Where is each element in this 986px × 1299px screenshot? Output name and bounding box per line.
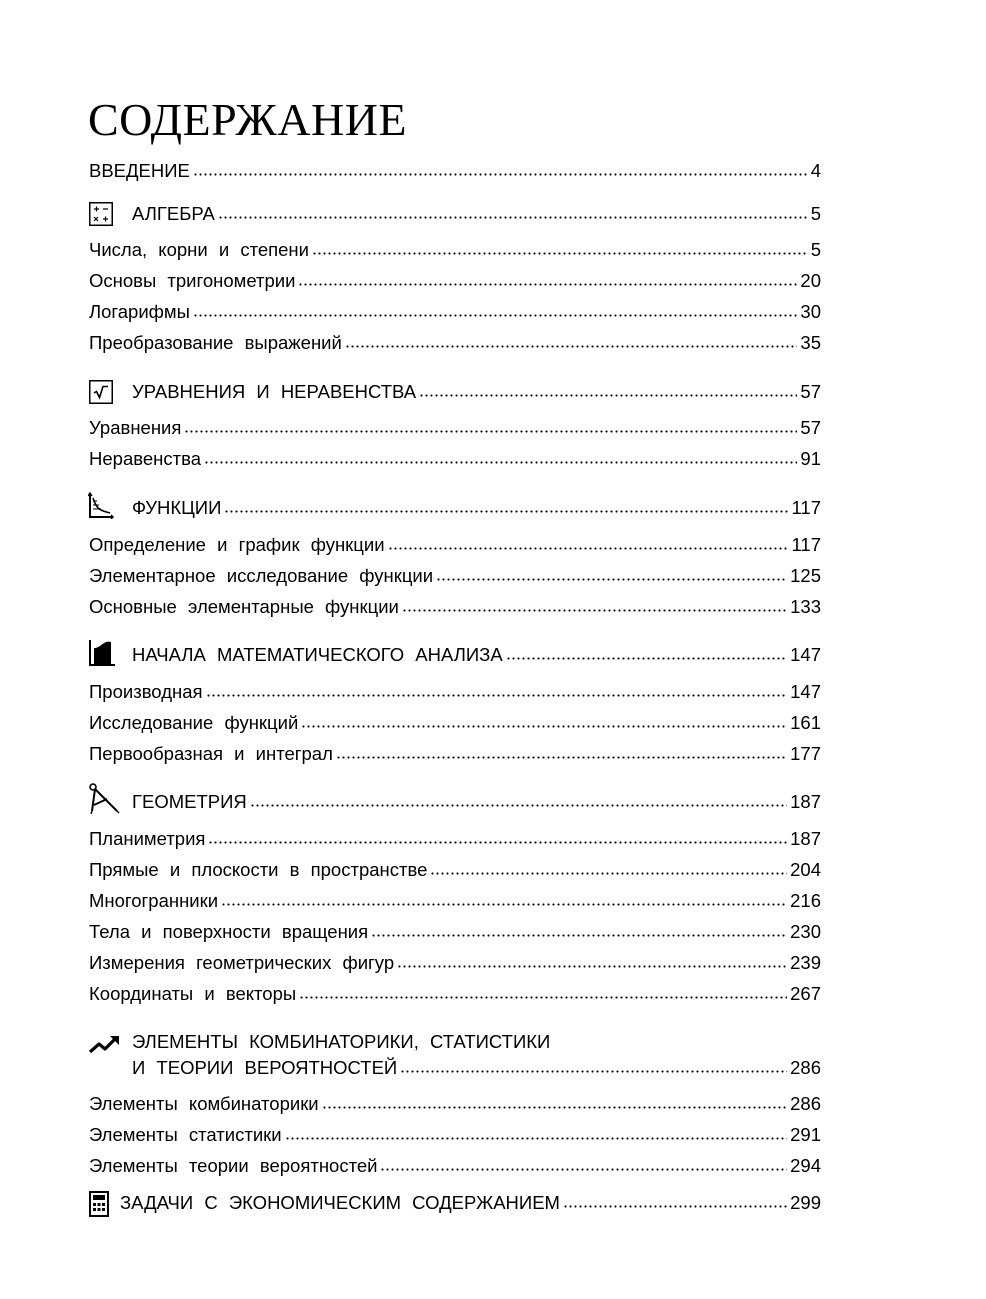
dot-leader: [336, 755, 787, 760]
toc-section-label: ЗАДАЧИ С ЭКОНОМИЧЕСКИМ СОДЕРЖАНИЕМ: [120, 1192, 560, 1213]
toc-entry-label: Измерения геометрических фигур: [89, 952, 395, 973]
toc-section-page: 5: [810, 203, 821, 224]
dot-leader: [193, 172, 808, 177]
toc-entry-page: 187: [790, 828, 821, 849]
toc-entry-label: Планиметрия: [89, 828, 206, 849]
toc-entry-label: Элементарное исследование функции: [89, 565, 434, 586]
dot-leader: [380, 1167, 787, 1172]
toc-entry-page: 177: [790, 743, 821, 764]
function-graph-icon: [88, 492, 114, 519]
dot-leader: [400, 1069, 787, 1074]
calculator-icon: [89, 1191, 109, 1217]
dot-leader: [388, 546, 789, 551]
toc-entry[interactable]: [89, 826, 821, 852]
toc-entry-page: 57: [800, 417, 821, 438]
toc-entry[interactable]: [89, 1091, 821, 1117]
toc-entry-label: Исследование функций: [89, 712, 299, 733]
toc-entry-page: 125: [790, 565, 821, 586]
toc-entry-page: 30: [800, 301, 821, 322]
toc-entry-label: Координаты и векторы: [89, 983, 297, 1004]
toc-section-equations[interactable]: [132, 379, 821, 405]
toc-entry-page: 161: [790, 712, 821, 733]
toc-entry-page: 291: [790, 1124, 821, 1145]
dot-leader: [506, 656, 787, 661]
toc-entry[interactable]: [89, 741, 821, 767]
dot-leader: [419, 393, 797, 398]
dot-leader: [193, 313, 798, 318]
toc-section-economics[interactable]: [120, 1190, 821, 1216]
toc-entry-page: 4: [810, 160, 821, 181]
toc-section-page: 187: [790, 791, 821, 812]
toc-entry[interactable]: [89, 679, 821, 705]
toc-entry-label: Числа, корни и степени: [89, 239, 309, 260]
toc-section-label: АЛГЕБРА: [132, 203, 215, 224]
dot-leader: [206, 693, 788, 698]
algebra-operations-icon: [89, 202, 113, 226]
toc-entry-page: 20: [800, 270, 821, 291]
toc-entry-label: Уравнения: [89, 417, 182, 438]
dot-leader: [301, 724, 787, 729]
toc-entry-label: Логарифмы: [89, 301, 190, 322]
toc-entry[interactable]: [89, 594, 821, 620]
toc-entry-page: 133: [790, 596, 821, 617]
toc-section-label: ГЕОМЕТРИЯ: [132, 791, 247, 812]
dot-leader: [299, 995, 787, 1000]
toc-entry[interactable]: [89, 563, 821, 589]
dot-leader: [285, 1136, 788, 1141]
toc-section-algebra[interactable]: [132, 201, 821, 227]
toc-entry[interactable]: [89, 888, 821, 914]
dot-leader: [397, 964, 787, 969]
dot-leader: [298, 282, 797, 287]
toc-entry-label: Производная: [89, 681, 203, 702]
dot-leader: [218, 215, 808, 220]
toc-entry-page: 5: [810, 239, 821, 260]
toc-section-page: 299: [790, 1192, 821, 1213]
dot-leader: [221, 902, 787, 907]
toc-entry[interactable]: [89, 330, 821, 356]
toc-section-calculus[interactable]: [132, 642, 821, 668]
toc-entry-label: Прямые и плоскости в пространстве: [89, 859, 428, 880]
toc-entry-page: 286: [790, 1093, 821, 1114]
toc-entry[interactable]: [89, 950, 821, 976]
toc-section-page: 57: [800, 381, 821, 402]
dot-leader: [402, 608, 787, 613]
toc-entry-label: Неравенства: [89, 448, 201, 469]
toc-section-label: НАЧАЛА МАТЕМАТИЧЕСКОГО АНАЛИЗА: [132, 644, 503, 665]
toc-entry[interactable]: [89, 919, 821, 945]
toc-entry[interactable]: [89, 1153, 821, 1179]
dot-leader: [250, 803, 787, 808]
dot-leader: [436, 577, 787, 582]
compass-icon: [88, 782, 122, 814]
toc-entry-label: Основы тригонометрии: [89, 270, 296, 291]
square-root-icon: [89, 380, 113, 404]
dot-leader: [204, 460, 797, 465]
toc-entry-label: Тела и поверхности вращения: [89, 921, 369, 942]
toc-section-page: 286: [790, 1057, 821, 1078]
toc-entry[interactable]: [89, 532, 821, 558]
toc-section-label: УРАВНЕНИЯ И НЕРАВЕНСТВА: [132, 381, 417, 402]
toc-entry[interactable]: [89, 857, 821, 883]
toc-entry[interactable]: [89, 981, 821, 1007]
toc-entry-label: Многогранники: [89, 890, 219, 911]
toc-entry-page: 117: [791, 534, 821, 555]
toc-entry-page: 230: [790, 921, 821, 942]
toc-entry[interactable]: [89, 268, 821, 294]
dot-leader: [224, 509, 788, 514]
toc-section-label-line1[interactable]: ЭЛЕМЕНТЫ КОМБИНАТОРИКИ, СТАТИСТИКИ: [132, 1031, 551, 1052]
dot-leader: [345, 344, 798, 349]
toc-entry-page: 91: [800, 448, 821, 469]
dot-leader: [371, 933, 787, 938]
toc-section-label: И ТЕОРИИ ВЕРОЯТНОСТЕЙ: [132, 1057, 398, 1078]
toc-entry-label: Элементы статистики: [89, 1124, 282, 1145]
dot-leader: [184, 429, 797, 434]
dot-leader: [312, 251, 808, 256]
dot-leader: [430, 871, 787, 876]
toc-entry[interactable]: [89, 299, 821, 325]
toc-entry[interactable]: [89, 1122, 821, 1148]
page-title: СОДЕРЖАНИЕ: [88, 94, 408, 145]
toc-section-geometry[interactable]: [132, 789, 821, 815]
toc-entry-label: Преобразование выражений: [89, 332, 342, 353]
toc-section-probability[interactable]: [132, 1055, 821, 1081]
toc-entry-page: 267: [790, 983, 821, 1004]
toc-entry[interactable]: [89, 446, 821, 472]
toc-entry[interactable]: [89, 237, 821, 263]
trend-chart-icon: [88, 1033, 122, 1055]
toc-entry[interactable]: [89, 710, 821, 736]
toc-section-label: ФУНКЦИИ: [132, 497, 222, 518]
toc-entry-label: ВВЕДЕНИЕ: [89, 160, 190, 181]
toc-entry-introduction[interactable]: [89, 158, 821, 184]
toc-section-page: 147: [790, 644, 821, 665]
toc-section-functions[interactable]: [132, 495, 821, 521]
toc-entry-label: Основные элементарные функции: [89, 596, 399, 617]
toc-entry[interactable]: [89, 415, 821, 441]
toc-entry-page: 216: [790, 890, 821, 911]
toc-entry-page: 239: [790, 952, 821, 973]
toc-entry-page: 147: [790, 681, 821, 702]
toc-entry-label: Элементы комбинаторики: [89, 1093, 319, 1114]
dot-leader: [322, 1105, 787, 1110]
dot-leader: [208, 840, 787, 845]
integral-area-icon: [88, 640, 116, 667]
toc-section-page: 117: [791, 497, 821, 518]
toc-entry-label: Определение и график функции: [89, 534, 385, 555]
toc-entry-label: Первообразная и интеграл: [89, 743, 333, 764]
toc-entry-page: 294: [790, 1155, 821, 1176]
toc-entry-page: 204: [790, 859, 821, 880]
dot-leader: [563, 1204, 787, 1209]
toc-entry-page: 35: [800, 332, 821, 353]
toc-entry-label: Элементы теории вероятностей: [89, 1155, 378, 1176]
